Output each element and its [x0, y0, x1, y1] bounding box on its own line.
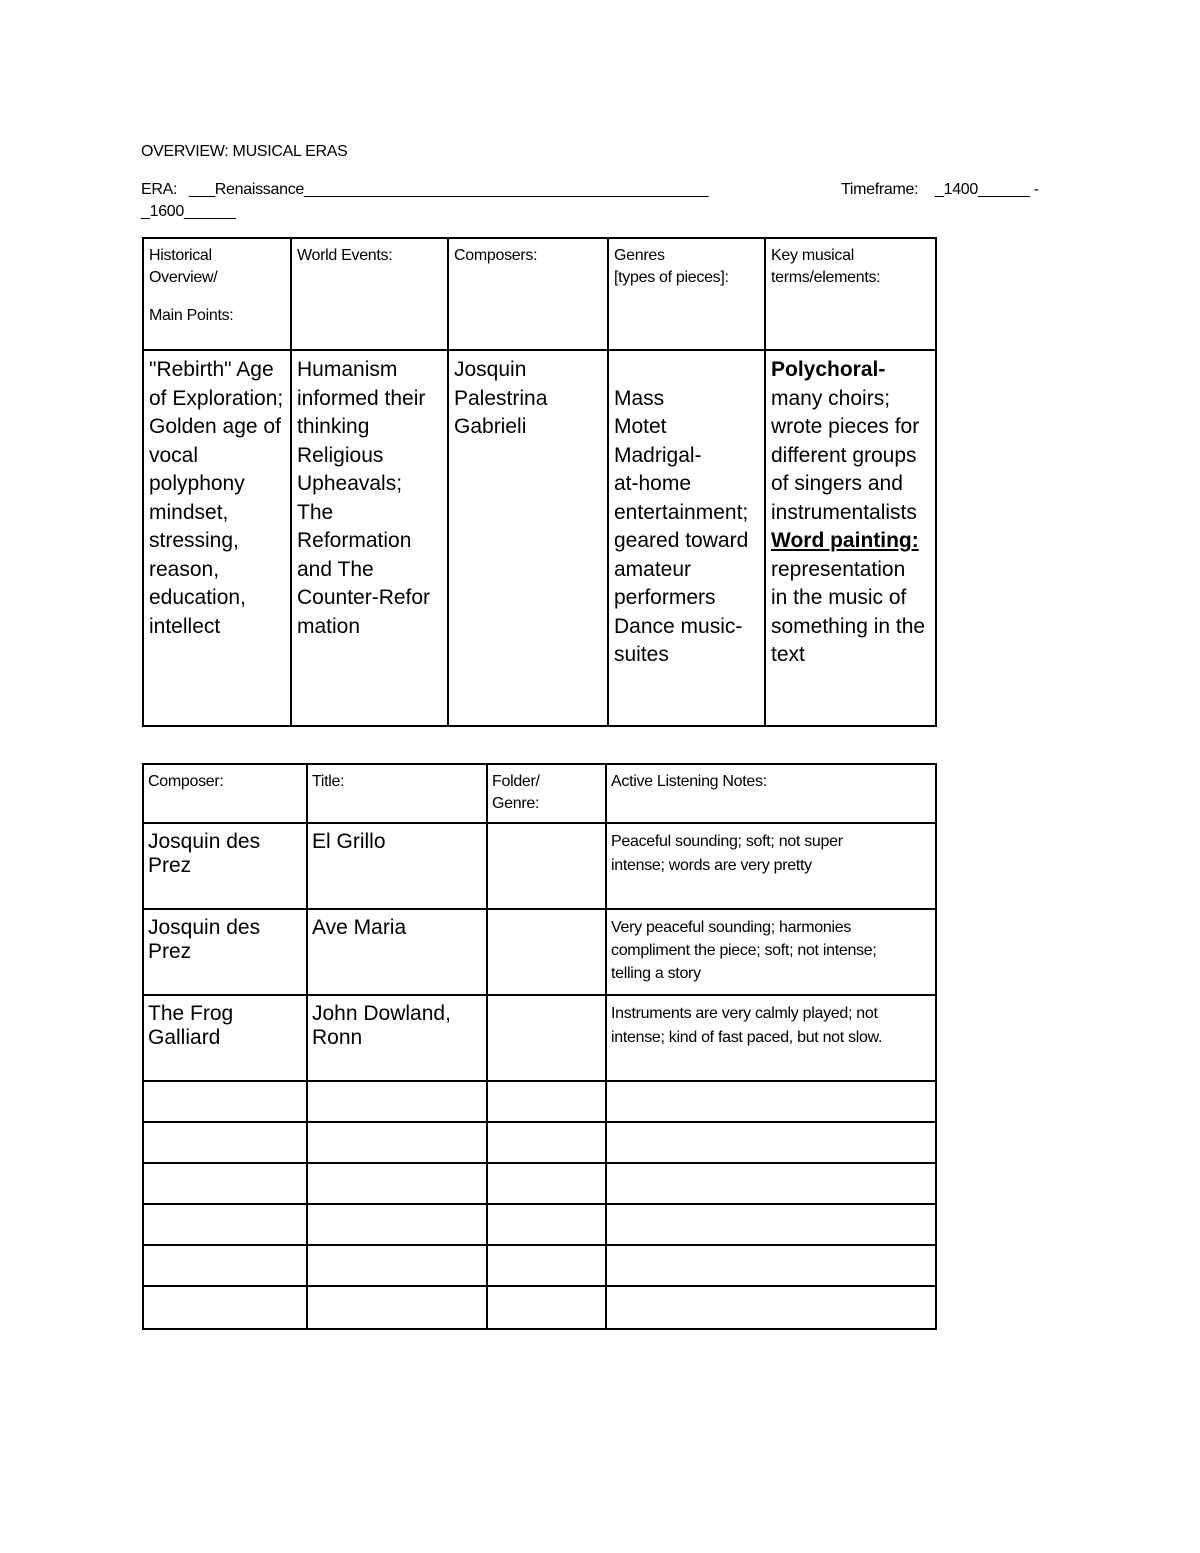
- row-2-title: Ave Maria: [308, 910, 488, 996]
- row-1-composer: Josquin des Prez: [144, 824, 308, 910]
- header-title: Title:: [308, 765, 488, 824]
- row-7-composer: [144, 1205, 308, 1246]
- row-7-title: [308, 1205, 488, 1246]
- row-9-composer: [144, 1287, 308, 1328]
- row-8-folder: [488, 1246, 607, 1287]
- row-3-notes: Instruments are very calmly played; not intense; kind of fast paced, but not slow.: [607, 996, 935, 1082]
- era-label: ERA:: [141, 181, 178, 198]
- timeframe-start: _1400______ -: [935, 181, 1039, 198]
- row-5-composer: [144, 1123, 308, 1164]
- row-4-notes: [607, 1082, 935, 1123]
- row-9-folder: [488, 1287, 607, 1328]
- term-word-painting: Word painting:: [771, 529, 919, 552]
- key-terms-cell: [766, 351, 935, 725]
- header-composers: Composers:: [449, 239, 609, 351]
- row-4-composer: [144, 1082, 308, 1123]
- term-polychoral-description: many choirs; wrote pieces for different groups of singers and instrumentalists: [771, 386, 920, 524]
- row-2-folder: [488, 910, 607, 996]
- header-folder-genre: Folder/ Genre:: [488, 765, 607, 824]
- header-key-terms: Key musical terms/elements:: [766, 239, 935, 351]
- era-value: ___Renaissance_______________________________________________: [189, 181, 709, 198]
- row-3-composer: The Frog Galliard: [144, 996, 308, 1082]
- timeframe-label: Timeframe:: [841, 181, 919, 198]
- row-2-notes: Very peaceful sounding; harmonies compliment the piece; soft; not intense; telling a story: [607, 910, 935, 996]
- row-6-folder: [488, 1164, 607, 1205]
- row-1-title: El Grillo: [308, 824, 488, 910]
- row-4-title: [308, 1082, 488, 1123]
- header-world-events: World Events:: [292, 239, 449, 351]
- row-1-notes: Peaceful sounding; soft; not super intense; words are very pretty: [607, 824, 935, 910]
- row-2-composer: Josquin des Prez: [144, 910, 308, 996]
- page-title: OVERVIEW: MUSICAL ERAS: [141, 143, 348, 160]
- header-composer: Composer:: [144, 765, 308, 824]
- header-genres: Genres [types of pieces]:: [609, 239, 766, 351]
- row-1-folder: [488, 824, 607, 910]
- timeframe-end: _1600______: [141, 203, 236, 220]
- row-8-title: [308, 1246, 488, 1287]
- composers-cell: Josquin Palestrina Gabrieli: [449, 351, 609, 725]
- overview-table: [142, 237, 937, 727]
- row-9-notes: [607, 1287, 935, 1328]
- row-5-title: [308, 1123, 488, 1164]
- genres-cell: Mass Motet Madrigal- at-home entertainment; geared toward amateur performers Dance music- suites: [609, 351, 766, 725]
- row-9-title: [308, 1287, 488, 1328]
- row-6-notes: [607, 1164, 935, 1205]
- row-6-title: [308, 1164, 488, 1205]
- row-5-notes: [607, 1123, 935, 1164]
- row-7-notes: [607, 1205, 935, 1246]
- row-4-folder: [488, 1082, 607, 1123]
- listening-table: [142, 763, 937, 1330]
- header-historical-label: Historical Overview/: [149, 247, 218, 286]
- row-6-composer: [144, 1164, 308, 1205]
- header-main-points-label: Main Points:: [149, 307, 234, 324]
- header-active-listening-notes: Active Listening Notes:: [607, 765, 935, 824]
- historical-overview-cell: "Rebirth" Age of Exploration; Golden age of vocal polyphony mindset, stressing, reason, education, intellect: [144, 351, 292, 725]
- row-7-folder: [488, 1205, 607, 1246]
- row-3-title: John Dowland, Ronn: [308, 996, 488, 1082]
- row-3-folder: [488, 996, 607, 1082]
- header-historical-overview: [144, 239, 292, 351]
- row-5-folder: [488, 1123, 607, 1164]
- world-events-cell: Humanism informed their thinking Religious Upheavals; The Reformation and The Counter-Refor mation: [292, 351, 449, 725]
- row-8-notes: [607, 1246, 935, 1287]
- term-word-painting-description: representation in the music of something in the text: [771, 557, 926, 666]
- term-polychoral: Polychoral-: [771, 358, 886, 381]
- row-8-composer: [144, 1246, 308, 1287]
